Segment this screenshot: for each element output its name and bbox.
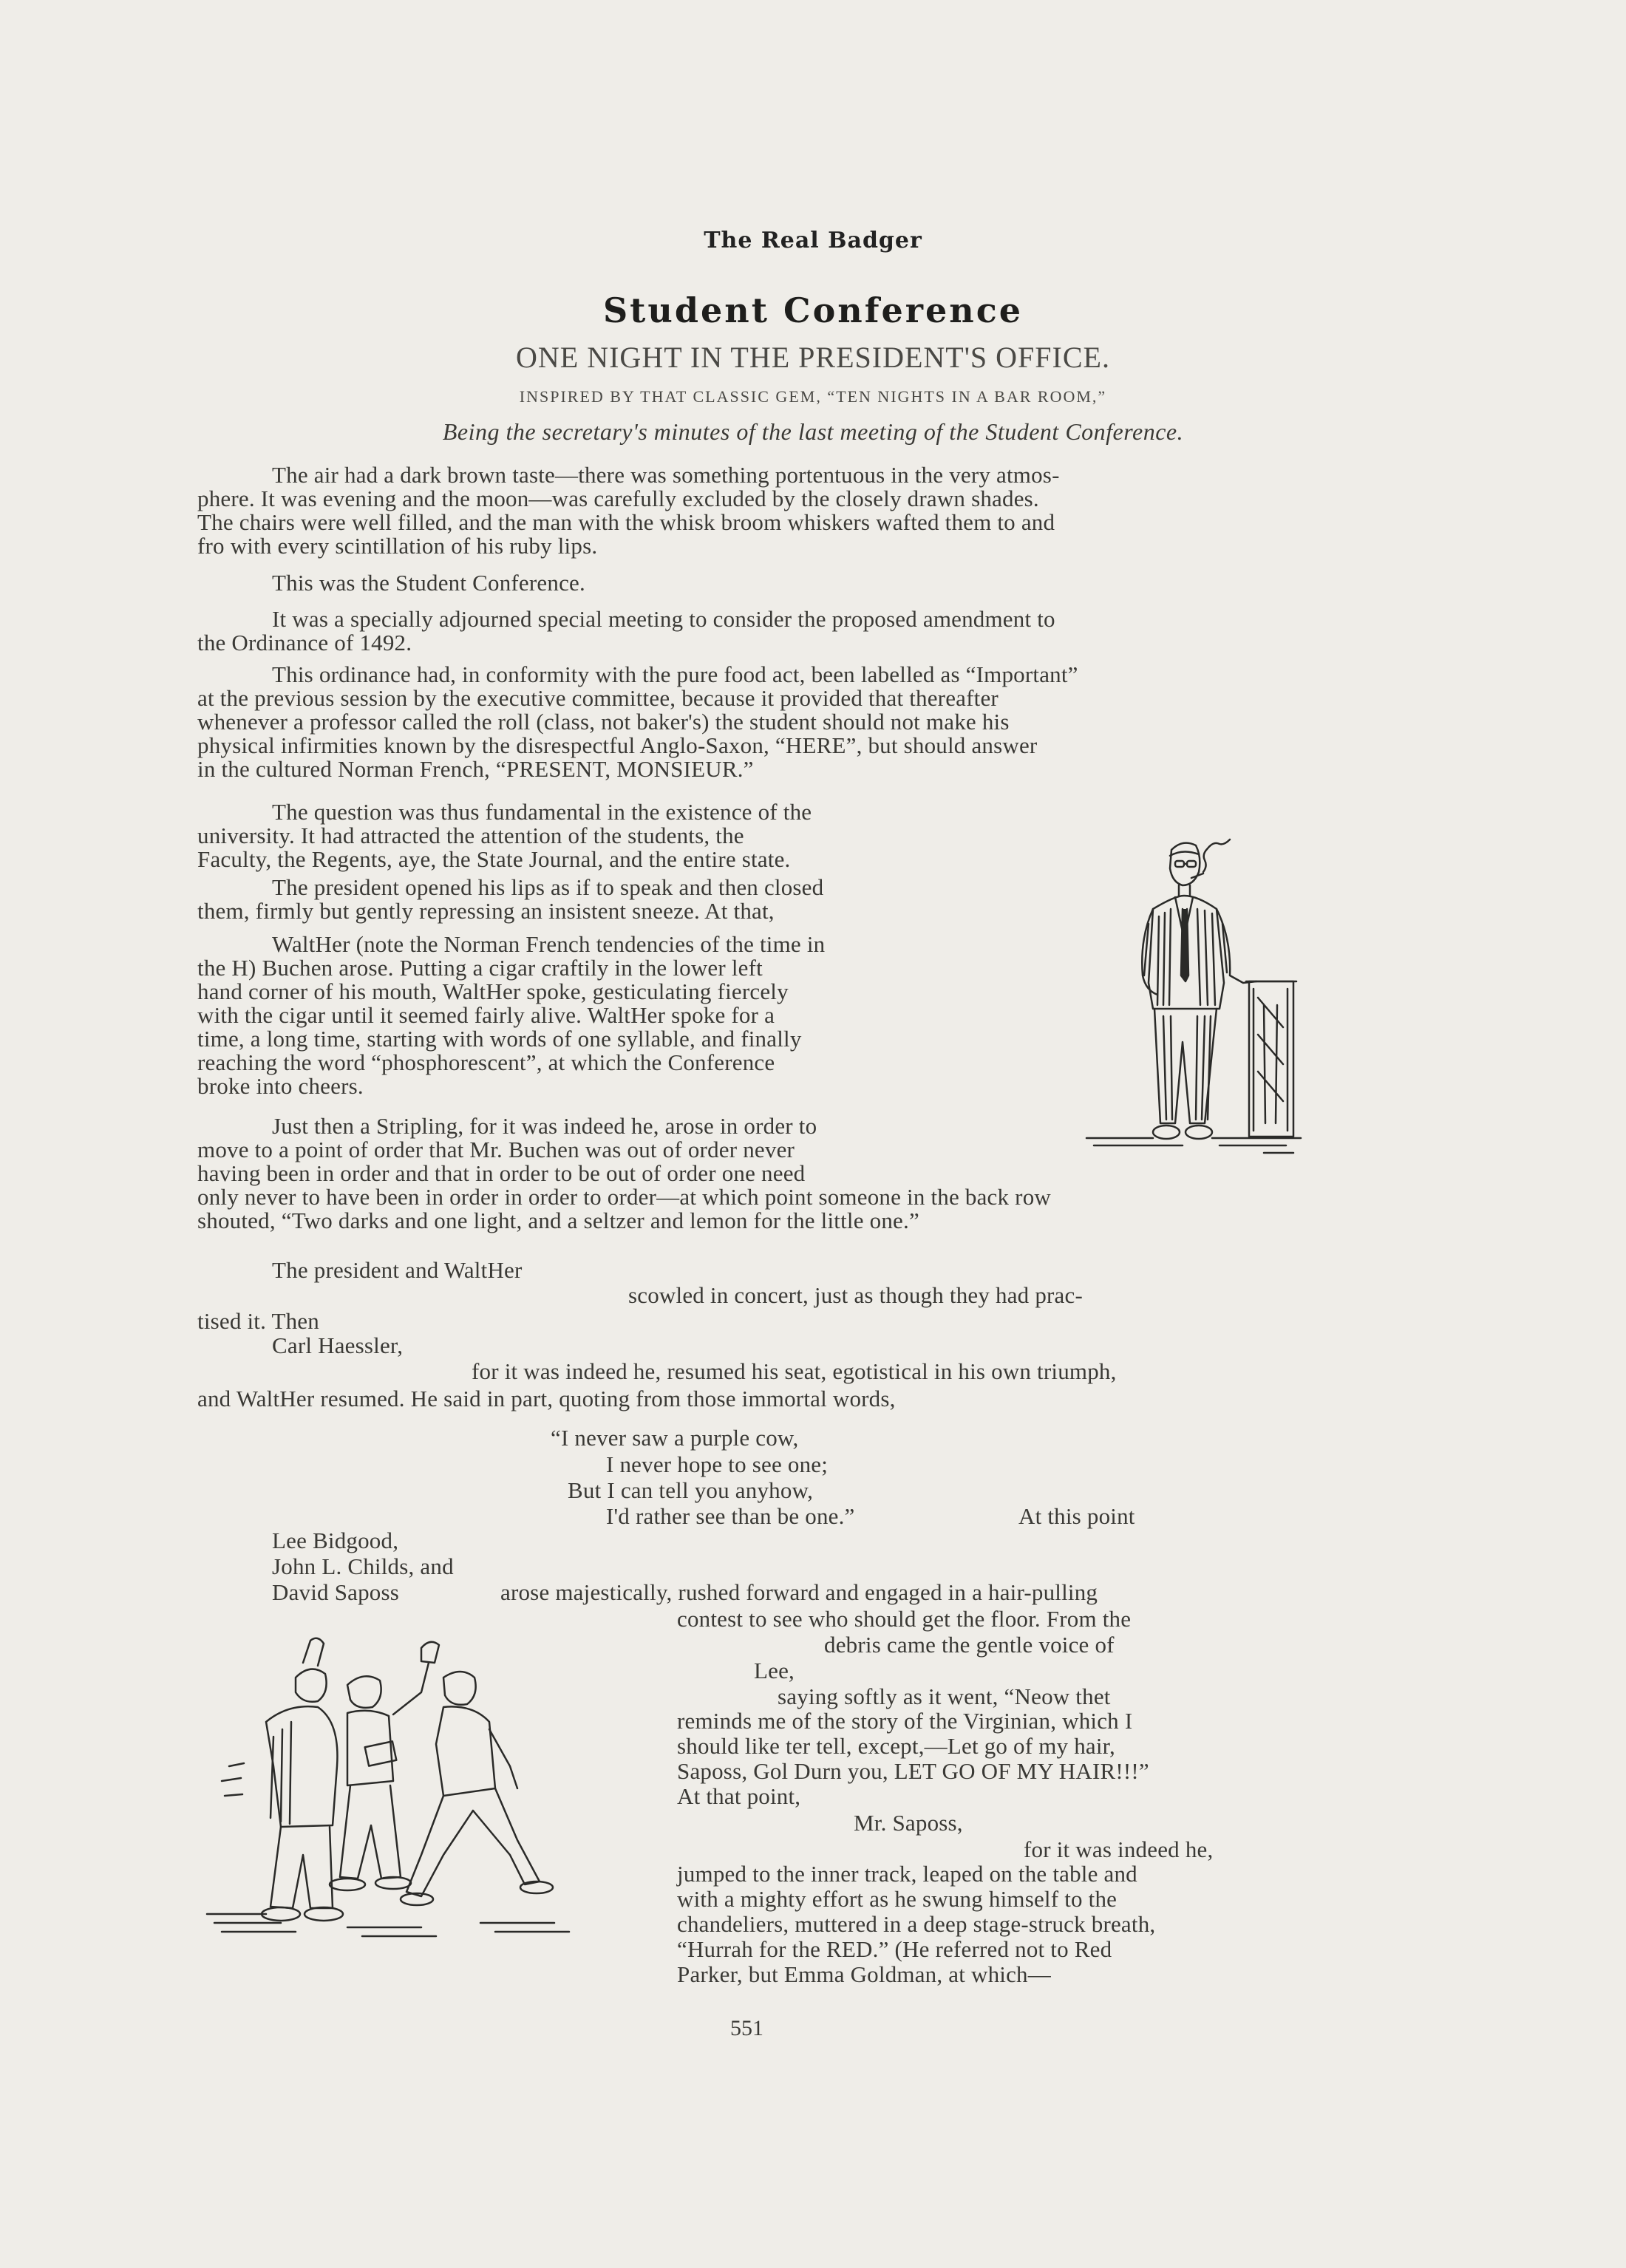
body-line: Just then a Stripling, for it was indeed he, arose in order to xyxy=(272,1113,817,1139)
body-line: debris came the gentle voice of xyxy=(824,1632,1115,1658)
article-title: Student Conference xyxy=(602,290,1024,330)
body-line: reaching the word “phosphorescent”, at which the Conference xyxy=(197,1049,775,1075)
body-line: Carl Haessler, xyxy=(272,1332,404,1358)
hair-pulling-illustration xyxy=(200,1633,613,1958)
body-line: WaltHer (note the Norman French tendencies of the time in xyxy=(272,931,826,957)
body-line: for it was indeed he, xyxy=(1024,1836,1214,1862)
body-line: The air had a dark brown taste—there was something portentuous in the very atmos- xyxy=(272,462,1060,488)
body-line: the H) Buchen arose. Putting a cigar craftily in the lower left xyxy=(197,955,763,981)
poem-line: I never hope to see one; xyxy=(606,1451,829,1477)
body-line: the Ordinance of 1492. xyxy=(197,630,412,655)
speaker-illustration xyxy=(1072,828,1316,1182)
body-line: shouted, “Two darks and one light, and a seltzer and lemon for the little one.” xyxy=(197,1208,919,1233)
body-line: at the previous session by the executive committee, because it provided that thereafter xyxy=(197,685,999,711)
inspired-line: INSPIRED BY THAT CLASSIC GEM, “TEN NIGHTS IN A BAR ROOM,” xyxy=(519,387,1107,406)
body-line: them, firmly but gently repressing an insistent sneeze. At that, xyxy=(197,898,775,924)
body-line: hand corner of his mouth, WaltHer spoke, gesticulating fiercely xyxy=(197,978,789,1004)
body-line: The president opened his lips as if to speak and then closed xyxy=(272,874,824,900)
body-line: with a mighty effort as he swung himself to the xyxy=(677,1886,1118,1912)
being-line: Being the secretary's minutes of the last meeting of the Student Conference. xyxy=(442,418,1184,445)
body-line: arose majestically, rushed forward and engaged in a hair-pulling xyxy=(500,1579,1098,1605)
body-line: Saposs, Gol Durn you, LET GO OF MY HAIR!!!” xyxy=(677,1758,1149,1784)
body-line: Mr. Saposs, xyxy=(854,1810,963,1836)
body-line: should like ter tell, except,—Let go of my hair, xyxy=(677,1733,1115,1759)
body-line: university. It had attracted the attention of the students, the xyxy=(197,823,744,848)
body-line: David Saposs xyxy=(272,1579,400,1605)
body-line: jumped to the inner track, leaped on the table and xyxy=(677,1861,1137,1887)
body-line: saying softly as it went, “Neow thet xyxy=(778,1683,1111,1709)
body-line: Lee Bidgood, xyxy=(272,1528,399,1553)
body-line: The president and WaltHer xyxy=(272,1257,523,1283)
body-line: move to a point of order that Mr. Buchen was out of order never xyxy=(197,1137,795,1162)
body-line: It was a specially adjourned special meeting to consider the proposed amendment to xyxy=(272,606,1055,632)
body-line: Lee, xyxy=(754,1658,795,1683)
body-line: At that point, xyxy=(677,1783,801,1809)
body-line: Faculty, the Regents, aye, the State Journal, and the entire state. xyxy=(197,846,791,872)
body-line: in the cultured Norman French, “PRESENT, MONSIEUR.” xyxy=(197,756,754,782)
body-line: The question was thus fundamental in the existence of the xyxy=(272,799,812,825)
body-line: contest to see who should get the floor. From the xyxy=(677,1606,1132,1632)
article-subtitle: ONE NIGHT IN THE PRESIDENT'S OFFICE. xyxy=(516,341,1110,374)
poem-line: I'd rather see than be one.” xyxy=(606,1503,855,1529)
body-line: tised it. Then xyxy=(197,1308,319,1334)
body-line: whenever a professor called the roll (class, not baker's) the student should not make his xyxy=(197,709,1010,735)
poem-line: “I never saw a purple cow, xyxy=(551,1425,799,1451)
page-number: 551 xyxy=(730,2016,763,2040)
poem-line: But I can tell you anyhow, xyxy=(568,1477,814,1503)
body-line: fro with every scintillation of his ruby lips. xyxy=(197,533,598,559)
body-line: Parker, but Emma Goldman, at which— xyxy=(677,1961,1051,1987)
body-line: and WaltHer resumed. He said in part, quoting from those immortal words, xyxy=(197,1386,896,1411)
body-line: “Hurrah for the RED.” (He referred not to Red xyxy=(677,1936,1112,1962)
body-line: time, a long time, starting with words of one syllable, and finally xyxy=(197,1026,802,1052)
body-line: reminds me of the story of the Virginian, which I xyxy=(677,1708,1133,1734)
body-line: John L. Childs, and xyxy=(272,1553,454,1579)
body-line: broke into cheers. xyxy=(197,1073,364,1099)
body-line: for it was indeed he, resumed his seat, egotistical in his own triumph, xyxy=(472,1358,1117,1384)
body-line: phere. It was evening and the moon—was carefully excluded by the closely drawn shades. xyxy=(197,486,1039,511)
body-line: having been in order and that in order to be out of order one need xyxy=(197,1160,806,1186)
body-line: chandeliers, muttered in a deep stage-struck breath, xyxy=(677,1911,1156,1937)
body-line: with the cigar until it seemed fairly alive. WaltHer spoke for a xyxy=(197,1002,775,1028)
body-line: This ordinance had, in conformity with the pure food act, been labelled as “Important” xyxy=(272,661,1078,687)
body-line: only never to have been in order in order to order—at which point someone in the back row xyxy=(197,1184,1051,1210)
running-head: The Real Badger xyxy=(704,228,922,253)
body-line: The chairs were well filled, and the man with the whisk broom whiskers wafted them to and xyxy=(197,509,1055,535)
body-line: physical infirmities known by the disrespectful Anglo-Saxon, “HERE”, but should answer xyxy=(197,732,1038,758)
body-line: At this point xyxy=(1018,1503,1135,1529)
body-line: This was the Student Conference. xyxy=(272,570,585,596)
body-line: scowled in concert, just as though they had prac- xyxy=(628,1282,1083,1308)
